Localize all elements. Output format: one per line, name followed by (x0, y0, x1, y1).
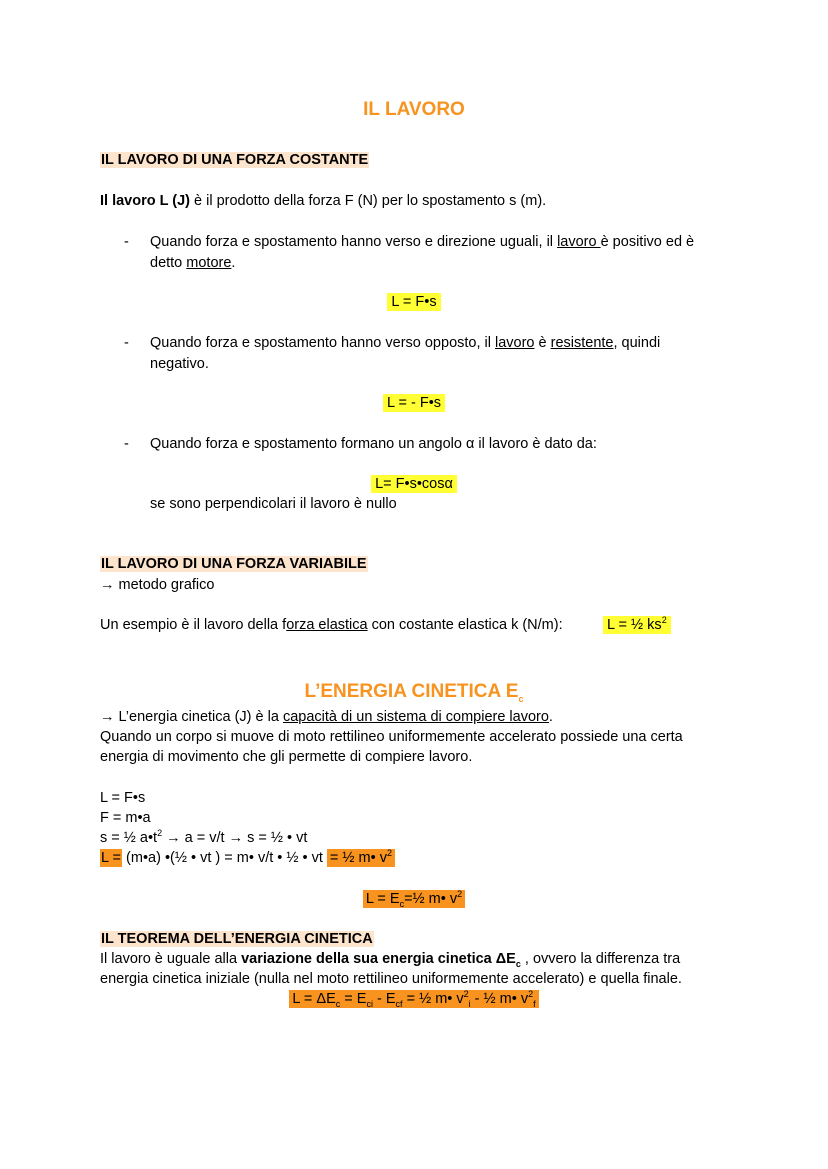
theorem-text-line1: Il lavoro è uguale alla variazione della sua energia cinetica $\Delta E_c$ , ovvero la differenza tra (100, 951, 681, 969)
formula-kinetic-energy: $L = E_c=\frac{1}{2}$ m• $v^2$ (0, 889, 828, 909)
section-heading-constant-force: IL LAVORO DI UNA FORZA COSTANTE (101, 152, 369, 168)
perpendicular-note: se sono perpendicolari il lavoro è nullo (150, 496, 397, 512)
formula-positive-work: L = F•s (0, 292, 828, 312)
derivation-line-3: s = ½ $a•t^2 \to a = v/t \to s$ = ½ • vt (100, 828, 308, 846)
bullet-angle-work: Quando forza e spostamento formano un angolo α il lavoro è dato da: (150, 436, 597, 452)
section-heading-variable-force: IL LAVORO DI UNA FORZA VARIABILE (101, 556, 367, 572)
work-definition: Il lavoro L (J) è il prodotto della forza F (N) per lo spostamento s (m). (100, 193, 547, 209)
elastic-force-example: Un esempio è il lavoro della forza elastica con costante elastica k (N/m): (100, 617, 563, 633)
formula-angle-work: L= F•s•cosα (0, 474, 828, 494)
bullet-resistant-work-line2: negativo. (150, 356, 209, 372)
bullet-dash: - (124, 335, 129, 351)
page-title: IL LAVORO (363, 99, 465, 120)
graphic-method: → metodo grafico (100, 577, 215, 593)
formula-elastic-work: L = ½ $ks^2$ (603, 615, 671, 635)
derivation-line-2: F = m•a (100, 810, 151, 826)
kinetic-energy-text-line1: Quando un corpo si muove di moto rettilineo uniformemente accelerato possiede una certa (100, 729, 683, 745)
theorem-text-line2: energia cinetica iniziale (nulla nel moto rettilineo uniformemente accelerato) e quella finale. (100, 971, 682, 987)
kinetic-energy-definition: → L’energia cinetica (J) è la capacità di un sistema di compiere lavoro. (100, 709, 553, 725)
formula-kinetic-theorem: $L = \Delta E_c = E_{ci} - E_{cf}$ = ½ m• $v^2_i$ - ½ m• $v^2_f$ (0, 989, 828, 1009)
derivation-line-4: L = (m•a) •(½ • vt ) = m• v/t • ½ • vt = ½ m• $v^2$ (100, 848, 395, 868)
formula-negative-work: L = - F•s (0, 393, 828, 413)
bullet-positive-work-line1: Quando forza e spostamento hanno verso e direzione uguali, il lavoro è positivo ed è (150, 234, 695, 250)
bullet-resistant-work-line1: Quando forza e spostamento hanno verso opposto, il lavoro è resistente, quindi (150, 335, 661, 351)
derivation-line-1: L = F•s (100, 790, 146, 806)
section-title-kinetic-energy: L’ENERGIA CINETICA $E_c$ (304, 681, 524, 704)
kinetic-energy-text-line2: energia di movimento che gli permette di compiere lavoro. (100, 749, 473, 765)
bullet-dash: - (124, 436, 129, 452)
bullet-positive-work-line2: detto motore. (150, 255, 236, 271)
section-heading-kinetic-theorem: IL TEOREMA DELL’ENERGIA CINETICA (101, 931, 373, 947)
bullet-dash: - (124, 234, 129, 250)
